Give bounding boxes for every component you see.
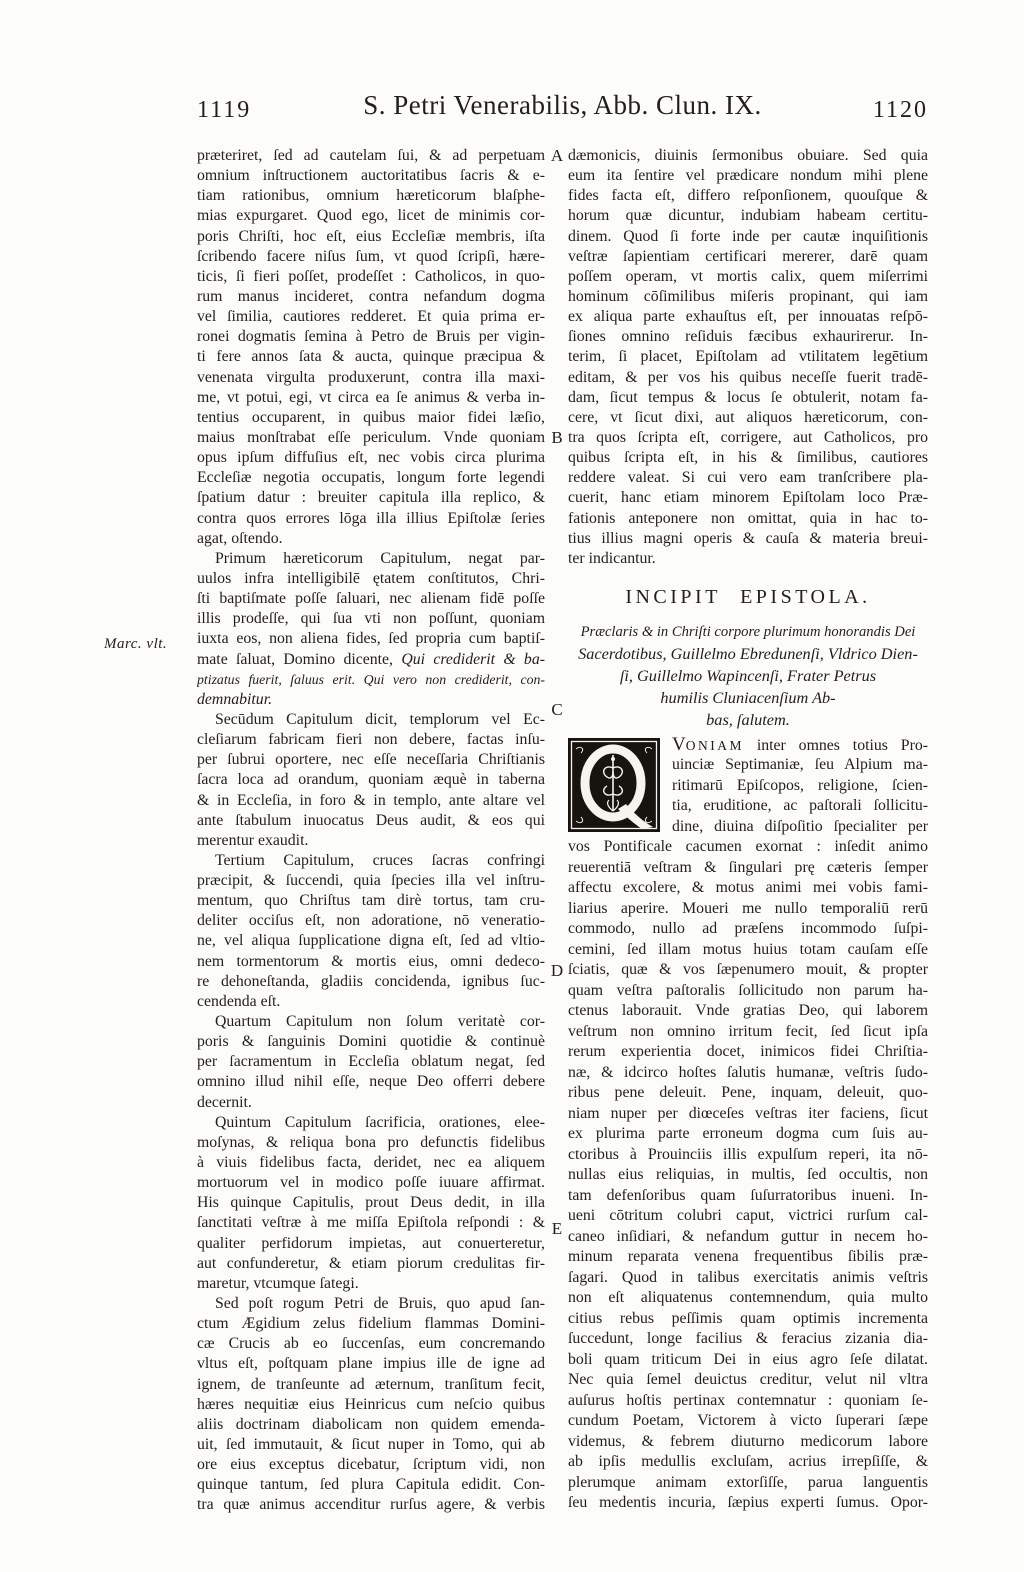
text-line: cuerit, hanc etiam minorem Epiſtolam loco Præ- xyxy=(568,489,928,507)
text-line: à viuis fidelibus facta, deridet, nec ea aliquem xyxy=(197,1154,545,1172)
text-line: demnabitur. xyxy=(197,690,273,708)
text-line: eum ita ſentire vel prædicare nondum mihi plene xyxy=(568,167,928,185)
text-line: maius monſtrabat eſſe periculum. Vnde quoniam xyxy=(197,428,545,446)
text-line: ſeu medentis incuria, ſæpius experti ſumus. Opor- xyxy=(568,1494,928,1512)
text-line: ronei dogmatis ſemina à Petro de Bruis per vigin- xyxy=(197,328,545,346)
text-line: mate ſaluat, Domino dicente, Qui crediderit & ba- xyxy=(197,650,545,668)
text-line: me, vt potui, egi, vt circa ea ſe animus & verba in- xyxy=(197,388,545,406)
text-line: ſti baptiſmate poſſe ſaluari, nec alienam fidē poſſe xyxy=(197,590,545,608)
left-text-column xyxy=(197,146,545,1516)
text-line: ex plurima parte erroneum dogma cum ſuis au- xyxy=(568,1125,928,1143)
text-line: ctoribus à Prouinciis illis expulſum reperi, ita nō- xyxy=(568,1145,928,1163)
column-marker-c: C xyxy=(551,700,563,719)
text-line: rum manus incideret, contra nefandum dogma xyxy=(197,287,545,305)
text-line: cæ Crucis ab eo ſuccenſas, eum concremando xyxy=(197,1335,545,1353)
text-line: omnino illud nihil eſſe, neque Deo offerri debere xyxy=(197,1073,545,1091)
text-line: ctum Ægidium zelus fidelium flammas Domini- xyxy=(197,1315,545,1333)
dedication-text xyxy=(568,621,928,731)
text-line: vos Pontificale cacumen exornat : inſedit animo xyxy=(568,838,928,856)
text-line: ritimarū Epiſcopos, religione, ſcien- xyxy=(672,776,928,794)
text-line: tia, eruditione, ac paſtorali ſollicitu- xyxy=(672,797,928,815)
text-line: humilis Cluniacenſium Ab- xyxy=(660,687,836,707)
text-line: per ſubrui oportere, nec eſſe neceſſaria Chriſtianis xyxy=(197,751,545,769)
drop-cap-letter xyxy=(568,738,660,832)
text-line: vltus eſt, poſtquam plane impius ille de igne ad xyxy=(197,1355,545,1373)
text-line: vel ſimilia, cautiores redderet. Et quia prima er- xyxy=(197,308,545,326)
text-line: cendenda eſt. xyxy=(197,992,281,1010)
text-line: fationis anteponere non omittat, quia in hac to- xyxy=(568,509,928,527)
text-line: reuerentiā veſtram & ſingulari prę cæteris ſemper xyxy=(568,858,928,876)
page-header xyxy=(197,90,928,132)
column-marker-d: D xyxy=(550,961,564,980)
text-line: ſcribendo facere niſus ſum, vt quod ſcripſi, hære- xyxy=(197,247,545,265)
text-line: ribus pene deleuit. Pene, inquam, deleuit, quo- xyxy=(568,1084,928,1102)
text-line: poris & ſanguinis Domini quotidie & continuè xyxy=(197,1033,545,1051)
text-line: ſiones omnino reſiduis fæcibus exhaurirerur. In- xyxy=(568,328,928,346)
text-line: Sed poſt rogum Petri de Bruis, quo apud ſan- xyxy=(215,1295,545,1313)
text-line: contra quos errores lōga illa illius Epiſtolæ ſeries xyxy=(197,509,545,527)
text-line: VONIAM inter omnes totius Pro- xyxy=(672,734,928,755)
text-line: ticis, ſi fieri poſſet, prodeſſet : Catholicos, in quo- xyxy=(197,267,545,285)
text-line: mortuorum vel in modico poſſe iuuare affirmat. xyxy=(197,1174,545,1192)
text-line: Secūdum Capitulum dicit, templorum vel Ec- xyxy=(215,710,545,728)
text-line: Tertium Capitulum, cruces ſacras confringi xyxy=(215,851,545,869)
text-line: & in Eccleſia, in foro & in templo, ante altare vel xyxy=(197,791,545,809)
text-line: præcipit, & ſuccendi, quia ſpecies illa vel inſtru- xyxy=(197,872,545,890)
text-line: editam, & per vos his quibus neceſſe fuerit tradē- xyxy=(568,368,928,386)
text-line: merentur exaudit. xyxy=(197,831,309,849)
text-line: cleſiarum fabricam fieri non debere, factas inſu- xyxy=(197,731,545,749)
text-line: auſurus hoſtis pertinax contemnatur : quoniam ſe- xyxy=(568,1391,928,1409)
text-line: ſagari. Quod in talibus exercitatis animis veſtris xyxy=(568,1268,928,1286)
text-line: ptizatus fuerit, ſaluus erit. Qui vero non crediderit, con- xyxy=(197,671,545,687)
text-line: agat, oſtendo. xyxy=(197,529,283,547)
text-line: tra quæ animus accenditur rurſus agere, & verbis xyxy=(197,1496,545,1514)
text-line: tra quos ſcripta eſt, corrigere, aut Catholicos, pro xyxy=(568,428,928,446)
text-line: nem tormentorum & mortis eius, omni dedeco- xyxy=(197,952,545,970)
text-line: rerum experientia docet, inimicos fidei Chriſtia- xyxy=(568,1043,928,1061)
text-line: tiam rationibus, omnium hæreticorum blaſphe- xyxy=(197,187,545,205)
text-line: His quinque Capitulis, prout Deus dedit, in illa xyxy=(197,1194,545,1212)
text-line: tentius occuparent, in quibus maior fidei læſio, xyxy=(197,408,545,426)
text-line: hominum cōſimilibus miſeris propinant, qui iam xyxy=(568,287,928,305)
text-line: fides facta eſt, differo reſponſionem, quouſque & xyxy=(568,187,928,205)
text-line: liarius aperire. Moueri me nullo temporaliū rerū xyxy=(568,899,928,917)
text-line: hæres nequitiæ eius Heinricus cum neſcio quibus xyxy=(197,1395,545,1413)
text-line: omnium inſtructionem auctoritatibus ſacris & e- xyxy=(197,167,545,185)
text-line: ctenus laborauit. Vnde gratias Deo, qui laborem xyxy=(568,1002,928,1020)
text-line: ſanctitati veſtræ à me miſſa Epiſtola reſpondi : & xyxy=(197,1214,545,1232)
text-line: quibus ſcripta eſt, in his & ſimilibus, cautiores xyxy=(568,449,928,467)
text-line: mentum, quo Chriſtus tam dirè tortus, tam cru- xyxy=(197,892,545,910)
text-line: citius rebus peſſimis quam optimis incrementa xyxy=(568,1309,928,1327)
text-line: re dehoneſtanda, gladiis concidenda, ignibus ſuc- xyxy=(197,972,545,990)
text-line: qualiter perfidorum impietas, aut conuerteretur, xyxy=(197,1234,545,1252)
text-line: dinem. Quod ſi forte inde per cautæ inquiſitionis xyxy=(568,227,928,245)
text-line: iuxta eos, non aliena fides, ſed propria cum baptiſ- xyxy=(197,630,545,648)
text-line: næ, & idcirco hoſtes ſalutis humanæ, veſtris ſudo- xyxy=(568,1063,928,1081)
text-line: commodo, nullo ad præſens incommodo ſuſpi- xyxy=(568,920,928,938)
section-heading: INCIPIT EPISTOLA. xyxy=(625,585,871,608)
text-line: aut confunderetur, & etiam piorum credulitas fir- xyxy=(197,1254,545,1272)
text-line: uulos infra intelligibilē ętatem conſtitutos, Chri- xyxy=(197,569,545,587)
text-line: quinque tantum, ſed plura Capitula edidit. Con- xyxy=(197,1476,545,1494)
text-line: per ſacramentum in Eccleſia oblatum negat, ſed xyxy=(197,1053,545,1071)
text-line: nullas eius reliquias, in multis, ſed occultis, non xyxy=(568,1166,928,1184)
text-line: poſſem operam, vt mortis calix, quem miſerrimi xyxy=(568,267,928,285)
text-line: reddere valeat. Si cui vero eam tranſcribere pla- xyxy=(568,469,928,487)
text-line: ſciatis, quæ & vos ſæpenumero mouit, & propter xyxy=(568,961,928,979)
text-line: videmus, & febrem diuturno medicorum labore xyxy=(568,1432,928,1450)
text-line: maretur, vtcumque ſategi. xyxy=(197,1274,359,1292)
column-marker-e: E xyxy=(551,1219,563,1238)
running-title: S. Petri Venerabilis, Abb. Clun. IX. xyxy=(363,90,762,120)
text-line: aliis doctrinam diabolicam non quidem emenda- xyxy=(197,1415,545,1433)
text-line: mias expurgaret. Quod ego, licet de minimis cor- xyxy=(197,207,545,225)
text-line: Eccleſiæ negotia occupatis, longum forte legendi xyxy=(197,469,545,487)
text-line: moſynas, & reliqua bona pro defunctis fidelibus xyxy=(197,1133,545,1151)
text-line: Sacerdotibus, Guillelmo Ebredunenſi, Vldrico Dien- xyxy=(578,643,918,663)
epistola-body xyxy=(568,735,928,1514)
text-line: ſacra loca ad orandum, quoniam æquè in taberna xyxy=(197,771,545,789)
text-line: ter indicantur. xyxy=(568,549,656,567)
text-line: uinciæ Septimaniæ, ſeu Alpium ma- xyxy=(672,756,928,774)
text-line: tam defenſoribus quam ſuſurratoribus inueni. In- xyxy=(568,1186,928,1204)
text-line: quam veſtra paſtoralis ſollicitudo non parum ha- xyxy=(568,981,928,999)
text-line: non eſt aliquatenus contemnendum, quia multo xyxy=(568,1289,928,1307)
text-line: ex aliqua parte exhauſtus eſt, per innouatas reſpō- xyxy=(568,308,928,326)
text-line: præteriret, ſed ad cautelam ſui, & ad perpetuam xyxy=(197,147,545,164)
text-line: ab ipſis medullis excluſam, acrius irrepſiſſe, & xyxy=(568,1453,928,1471)
text-line: veſtræ ſapientiam certificari mererer, darē quam xyxy=(568,247,928,265)
text-line: ſuccedunt, longe facilius & feracius zizania dia- xyxy=(568,1330,928,1348)
drop-cap-initial-q xyxy=(568,738,660,832)
text-line: ignem, de tranſeunte ad æternum, tranſitum fecit, xyxy=(197,1375,545,1393)
right-column-top-text xyxy=(568,146,928,569)
text-line: illis prodeſſe, qui ſua vti non poſſunt, quoniam xyxy=(197,610,545,628)
page-number-left: 1119 xyxy=(197,97,252,123)
text-line: uit, ſed immutauit, & ſicut nuper in Tomo, qui ab xyxy=(197,1436,545,1453)
text-line: Quartum Capitulum non ſolum veritatè cor- xyxy=(215,1013,545,1031)
text-line: niam nuper per diœceſes veſtras iter faciens, ſicut xyxy=(568,1104,928,1122)
text-line: Quintum Capitulum ſacrificia, orationes, elee- xyxy=(215,1113,545,1131)
column-marker-b: B xyxy=(551,428,563,447)
text-line: cemini, ſed illam motus huius totam cauſam eſſe xyxy=(568,940,928,958)
text-line: caneo inſidiari, & nefandum guttur in necem ho- xyxy=(568,1227,928,1245)
page-number-right: 1120 xyxy=(872,97,928,123)
text-line: ſpatium datur : breuiter capitula illa replico, & xyxy=(197,489,545,507)
text-line: ore eius exceptus dicebatur, ſcriptum vidi, non xyxy=(197,1456,545,1474)
text-line: boli quam triticum Dei in eius agro ſeſe dilatat. xyxy=(568,1350,928,1368)
text-line: Nec quia ſemel deuictus creditur, velut nil vltra xyxy=(568,1371,928,1389)
text-line: terim, ſi placet, Epiſtolam ad vtilitatem legētium xyxy=(568,348,928,366)
column-marker-a: A xyxy=(550,146,564,165)
text-line: tius illius magni operis & cauſa & materia breui- xyxy=(568,529,928,547)
text-line: cere, vt ſicut dixi, aut aliquos hæreticorum, con- xyxy=(568,408,928,426)
text-line: deliter occiſus eſt, non adoratione, nō veneratio- xyxy=(197,912,545,930)
text-line: Præclaris & in Chriſti corpore plurimum honorandis Dei xyxy=(580,623,916,640)
text-line: ne, vel aliqua ſupplicatione digna eſt, ſed ad vltio- xyxy=(197,932,545,950)
text-line: minum reparata venena frequentibus ſibilis præ- xyxy=(568,1248,928,1266)
text-line: affectu excolere, & motus animi mei vobis fami- xyxy=(568,879,928,897)
text-line: dam, ſicut tempus & locus ſe obtulerit, notam fa- xyxy=(568,388,928,406)
text-line: venenata virgulta produxerunt, contra illa maxi- xyxy=(197,368,545,386)
text-line: bas, ſalutem. xyxy=(706,709,790,729)
text-line: Primum hæreticorum Capitulum, negat par- xyxy=(215,549,545,567)
text-line: opus ipſum diffuſius eſt, nec vobis circa plurima xyxy=(197,449,545,467)
right-text-column xyxy=(568,146,928,1514)
text-line: cundum Poetam, Victorem à victo ſuperari ſæpe xyxy=(568,1412,928,1430)
text-line: dine, diuina diſpoſitio ſpecialiter per xyxy=(672,817,928,835)
text-line: ueni cōtritum colubri caput, victrici rurſum cal- xyxy=(568,1207,928,1225)
text-line: ſi, Guillelmo Wapincenſi, Frater Petrus xyxy=(619,665,877,685)
text-line: horum quæ dicuntur, indubiam habeam certitu- xyxy=(568,207,928,225)
text-line: plerumque animam extorſiſſe, parua languentis xyxy=(568,1473,928,1491)
margin-note: Marc. vlt. xyxy=(104,636,168,652)
epistola-body-text xyxy=(568,735,928,1514)
text-line: veſtrum non omnino irritum fecit, ſed ſicut ipſa xyxy=(568,1022,928,1040)
text-line: dæmonicis, diuinis ſermonibus obuiare. Sed quia xyxy=(568,147,928,164)
text-line: ante ſtabulum inuocatus Deus audit, & eos qui xyxy=(197,811,545,829)
text-line: ti fere annos ſata & aucta, quinque præcipua & xyxy=(197,348,545,366)
text-line: poris Chriſti, hoc eſt, eius Eccleſiæ membris, iſta xyxy=(197,227,545,245)
text-line: decernit. xyxy=(197,1093,252,1111)
